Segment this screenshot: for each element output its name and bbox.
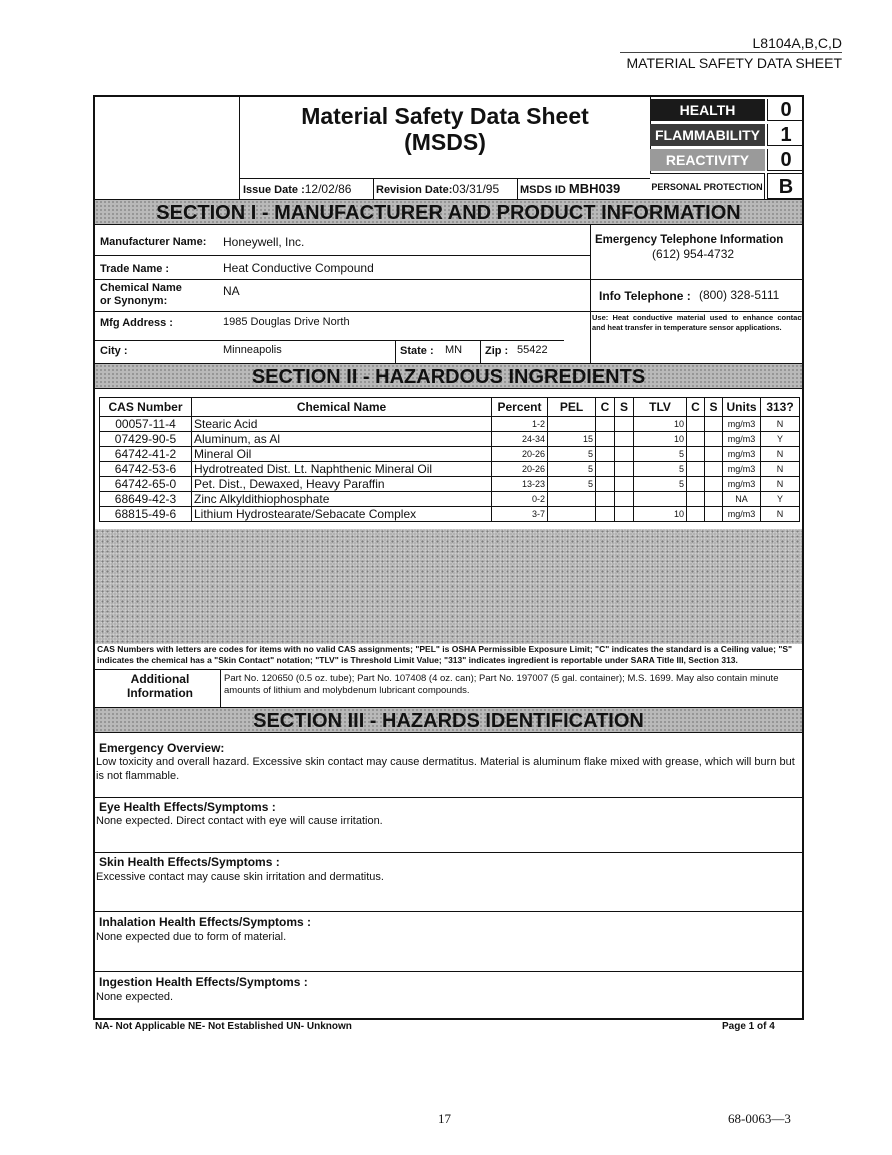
logo-box [95, 97, 240, 199]
cell-sara-313: N [761, 417, 800, 432]
divider [95, 311, 802, 312]
cell-sara-313: N [761, 507, 800, 522]
abbreviation-legend: NA- Not Applicable NE- Not Established UN- Unknown [95, 1021, 352, 1032]
blank-shaded-area [95, 529, 802, 644]
cell-skin-2 [705, 462, 723, 477]
inhalation-effects-title: Inhalation Health Effects/Symptoms : [99, 915, 312, 929]
cell-chemical-name: Lithium Hydrostearate/Sebacate Complex [192, 507, 492, 522]
info-phone-label: Info Telephone : [599, 289, 691, 303]
cell-ceiling-2 [687, 477, 705, 492]
cell-units: mg/m3 [723, 417, 761, 432]
header-pel: PEL [548, 398, 596, 417]
additional-info-label-1: Additional [130, 672, 190, 686]
trade-name: Heat Conductive Compound [223, 261, 374, 275]
cell-ceiling-2 [687, 417, 705, 432]
page-number: 17 [438, 1111, 451, 1126]
cell-skin [615, 507, 634, 522]
cell-percent: 20-26 [492, 447, 548, 462]
page-of-indicator: Page 1 of 4 [722, 1021, 775, 1032]
cell-cas-number: 68815-49-6 [100, 507, 192, 522]
health-rating-label: HEALTH [650, 99, 765, 121]
cell-percent: 20-26 [492, 462, 548, 477]
chemical-name: NA [223, 284, 240, 298]
state: MN [445, 344, 463, 356]
cell-ceiling-2 [687, 432, 705, 447]
state-label: State : [400, 345, 434, 357]
section-1-title: SECTION I - MANUFACTURER AND PRODUCT INFORMATION [95, 199, 802, 225]
cell-skin [615, 477, 634, 492]
health-rating: 0 [767, 99, 804, 121]
divider [95, 255, 590, 256]
city-label: City : [100, 345, 128, 357]
document-kind: MATERIAL SAFETY DATA SHEET [626, 55, 842, 71]
emergency-phone-label: Emergency Telephone Information [595, 234, 784, 246]
flammability-rating: 1 [767, 124, 804, 146]
trade-name-label: Trade Name : [100, 263, 170, 275]
cell-cas-number: 64742-65-0 [100, 477, 192, 492]
revision-date-field: Revision Date:03/31/95 [376, 182, 500, 196]
cell-skin [615, 447, 634, 462]
cell-pel: 5 [548, 447, 596, 462]
cell-skin [615, 432, 634, 447]
additional-info-label-2: Information [127, 686, 193, 700]
cell-ceiling [596, 507, 615, 522]
cell-ceiling-2 [687, 447, 705, 462]
eye-effects-title: Eye Health Effects/Symptoms : [99, 800, 276, 814]
cell-tlv: 5 [634, 462, 687, 477]
cell-skin-2 [705, 432, 723, 447]
cell-percent: 1-2 [492, 417, 548, 432]
cell-chemical-name: Pet. Dist., Dewaxed, Heavy Paraffin [192, 477, 492, 492]
cell-sara-313: N [761, 462, 800, 477]
zip-label: Zip : [485, 345, 509, 357]
issue-date-field: Issue Date :12/02/86 [243, 182, 352, 196]
table-row [100, 417, 800, 432]
cell-sara-313: N [761, 447, 800, 462]
cell-cas-number: 00057-11-4 [100, 417, 192, 432]
manufacturer-name: Honeywell, Inc. [223, 235, 305, 249]
cell-ceiling-2 [687, 507, 705, 522]
cell-sara-313: Y [761, 492, 800, 507]
city: Minneapolis [223, 344, 282, 356]
skin-effects-title: Skin Health Effects/Symptoms : [99, 855, 280, 869]
cell-pel: 5 [548, 477, 596, 492]
flammability-rating-label: FLAMMABILITY [650, 124, 765, 146]
cell-tlv: 10 [634, 507, 687, 522]
cell-cas-number: 68649-42-3 [100, 492, 192, 507]
reactivity-rating: 0 [767, 149, 804, 171]
section-2-title: SECTION II - HAZARDOUS INGREDIENTS [95, 363, 802, 389]
cell-cas-number: 07429-90-5 [100, 432, 192, 447]
cell-pel [548, 507, 596, 522]
cell-ceiling [596, 492, 615, 507]
ingestion-effects: None expected. [96, 991, 174, 1003]
header-tlv: TLV [634, 398, 687, 417]
msds-id: MBH039 [568, 181, 621, 196]
cell-chemical-name: Mineral Oil [192, 447, 492, 462]
table-row [100, 462, 800, 477]
cell-ceiling [596, 462, 615, 477]
cell-percent: 0-2 [492, 492, 548, 507]
cell-units: mg/m3 [723, 507, 761, 522]
mfg-address: 1985 Douglas Drive North [223, 316, 350, 328]
divider [95, 852, 802, 853]
section-3-title: SECTION III - HAZARDS IDENTIFICATION [95, 707, 802, 733]
cell-chemical-name: Hydrotreated Dist. Lt. Naphthenic Mineral Oil [192, 462, 492, 477]
header-chemical: Chemical Name [192, 398, 492, 417]
personal-protection-label: PERSONAL PROTECTION [650, 173, 765, 199]
divider [590, 225, 591, 363]
cell-skin-2 [705, 507, 723, 522]
table-header-row [100, 398, 800, 417]
cell-units: mg/m3 [723, 477, 761, 492]
header-units: Units [723, 398, 761, 417]
cell-skin [615, 417, 634, 432]
cell-cas-number: 64742-53-6 [100, 462, 192, 477]
cell-ceiling [596, 432, 615, 447]
cell-sara-313: Y [761, 432, 800, 447]
cell-tlv [634, 492, 687, 507]
document-code: L8104A,B,C,D [752, 35, 842, 51]
emergency-overview-title: Emergency Overview: [99, 741, 225, 755]
cell-skin-2 [705, 447, 723, 462]
emergency-overview: Low toxicity and overall hazard. Excessive skin contact may cause dermatitus. Material is aluminum flake mixed with grease, which will burn but is not flammable. [96, 756, 795, 782]
table-row [100, 507, 800, 522]
table-row [100, 432, 800, 447]
divider [480, 340, 481, 363]
cell-percent: 3-7 [492, 507, 548, 522]
cell-pel [548, 492, 596, 507]
chemical-name-label-1: Chemical Name [100, 282, 182, 294]
sheet-title: Material Safety Data Sheet [301, 103, 589, 129]
cell-units: mg/m3 [723, 432, 761, 447]
divider [95, 971, 802, 972]
cell-sara-313: N [761, 477, 800, 492]
cell-skin-2 [705, 477, 723, 492]
cell-skin [615, 462, 634, 477]
reactivity-rating-label: REACTIVITY [650, 149, 765, 171]
table-row [100, 477, 800, 492]
cell-ceiling-2 [687, 462, 705, 477]
cell-chemical-name: Zinc Alkyldithiophosphate [192, 492, 492, 507]
msds-sheet [93, 95, 804, 1020]
cell-percent: 24-34 [492, 432, 548, 447]
cell-pel: 5 [548, 462, 596, 477]
manufacturer-label: Manufacturer Name: [100, 236, 207, 248]
header-rule [620, 52, 842, 53]
divider [395, 340, 396, 363]
cell-ceiling [596, 477, 615, 492]
cell-percent: 13-23 [492, 477, 548, 492]
header-s: S [615, 398, 634, 417]
divider [95, 911, 802, 912]
cell-ceiling-2 [687, 492, 705, 507]
header-c: C [596, 398, 615, 417]
cell-tlv: 5 [634, 477, 687, 492]
header-s2: S [705, 398, 723, 417]
cell-units: mg/m3 [723, 462, 761, 477]
cell-skin [615, 492, 634, 507]
header-cas: CAS Number [100, 398, 192, 417]
document-number: 68-0063—3 [728, 1111, 791, 1126]
chemical-name-label-2: or Synonym: [100, 295, 168, 307]
ingestion-effects-title: Ingestion Health Effects/Symptoms : [99, 975, 308, 989]
additional-info: Part No. 120650 (0.5 oz. tube); Part No. 107408 (4 oz. can); Part No. 197007 (5 gal. container); M.S. 1699. May also contain minute amounts of lithium and molybdenum lubricant compounds. [224, 673, 779, 696]
msds-id-field: MSDS ID MBH039 [520, 181, 621, 196]
emergency-phone: (612) 954-4732 [652, 247, 735, 261]
cell-tlv: 5 [634, 447, 687, 462]
header-c2: C [687, 398, 705, 417]
cell-ceiling [596, 447, 615, 462]
divider [220, 669, 221, 707]
ingredients-table [99, 397, 800, 522]
table-row [100, 492, 800, 507]
eye-effects: None expected. Direct contact with eye will cause irritation. [96, 815, 383, 827]
table-row [100, 447, 800, 462]
inhalation-effects: None expected due to form of material. [96, 931, 287, 943]
personal-protection-rating: B [767, 173, 804, 199]
cell-chemical-name: Aluminum, as Al [192, 432, 492, 447]
cell-ceiling [596, 417, 615, 432]
product-use: Use: Heat conductive material used to enhance contact and heat transfer in temperature sensor applications. [592, 313, 804, 332]
divider [95, 669, 802, 670]
divider [95, 797, 802, 798]
zip: 55422 [517, 344, 548, 356]
info-phone: (800) 328-5111 [699, 288, 780, 302]
cell-tlv: 10 [634, 432, 687, 447]
header-percent: Percent [492, 398, 548, 417]
cell-units: NA [723, 492, 761, 507]
revision-date: 03/31/95 [452, 182, 500, 196]
cell-skin-2 [705, 417, 723, 432]
cell-pel: 15 [548, 432, 596, 447]
header-313: 313? [761, 398, 800, 417]
issue-date: 12/02/86 [304, 182, 352, 196]
cell-skin-2 [705, 492, 723, 507]
skin-effects: Excessive contact may cause skin irritation and dermatitus. [96, 871, 384, 883]
divider [95, 340, 564, 341]
cell-pel [548, 417, 596, 432]
cell-cas-number: 64742-41-2 [100, 447, 192, 462]
ingredients-note: CAS Numbers with letters are codes for items with no valid CAS assignments; "PEL" is OSHA Permissible Exposure Limit; "C" indicates the standard is a Ceiling value; "S" indicates the chemical has a "Skin Contact" notation; "TLV" is Threshold Limit Value; "313" indicates ingredient is reportable under SARA Title III, Section 313. [97, 644, 793, 665]
sheet-subtitle: (MSDS) [404, 129, 486, 155]
mfg-address-label: Mfg Address : [100, 317, 173, 329]
cell-units: mg/m3 [723, 447, 761, 462]
cell-tlv: 10 [634, 417, 687, 432]
divider [95, 279, 802, 280]
cell-chemical-name: Stearic Acid [192, 417, 492, 432]
